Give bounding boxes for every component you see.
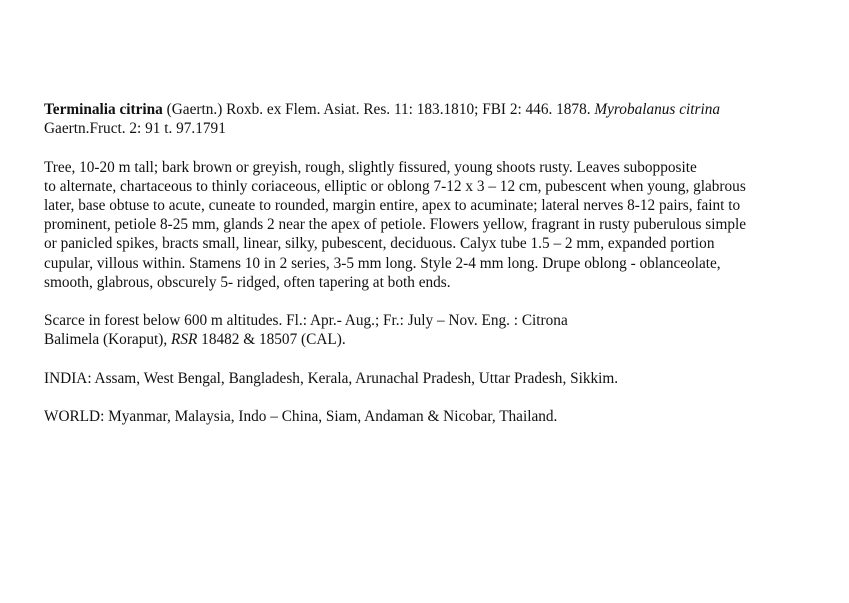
description-line: cupular, villous within. Stamens 10 in 2 series, 3-5 mm long. Style 2-4 mm long. Drupe oblong - oblanceolate, — [44, 254, 721, 272]
ecology-paragraph — [44, 311, 819, 349]
world-distribution-text: WORLD: Myanmar, Malaysia, Indo – China, Siam, Andaman & Nicobar, Thailand. — [44, 408, 558, 426]
ecology-line-2 — [44, 330, 819, 349]
ecology-line-1: Scarce in forest below 600 m altitudes. Fl.: Apr.- Aug.; Fr.: July – Nov. Eng. : Citrona — [44, 312, 568, 330]
citation-line-2: Gaertn.Fruct. 2: 91 t. 97.1791 — [44, 120, 226, 138]
locality: Balimela (Koraput), — [44, 331, 172, 349]
specimen-numbers: 18482 & 18507 (CAL). — [197, 331, 346, 349]
india-distribution-text: INDIA: Assam, West Bengal, Bangladesh, Kerala, Arunachal Pradesh, Uttar Pradesh, Sikkim. — [44, 369, 619, 387]
world-distribution — [44, 407, 819, 426]
description-line: prominent, petiole 8-25 mm, glands 2 near the apex of petiole. Flowers yellow, fragrant in rusty puberulous simple — [44, 216, 747, 234]
document-page — [44, 100, 819, 426]
description-line: Tree, 10-20 m tall; bark brown or greyish, rough, slightly fissured, young shoots rusty. Leaves subopposite — [44, 158, 697, 176]
paragraph-gap — [44, 292, 819, 311]
description-paragraph — [44, 158, 819, 292]
description-line: later, base obtuse to acute, cuneate to rounded, margin entire, apex to acuminate; lateral nerves 8-12 pairs, faint to — [44, 197, 741, 214]
citation-line-1 — [44, 100, 819, 119]
paragraph-gap — [44, 388, 819, 407]
citation-paragraph — [44, 100, 819, 138]
species-name: Terminalia citrina — [44, 101, 163, 118]
paragraph-gap — [44, 350, 819, 369]
paragraph-gap — [44, 138, 819, 157]
india-distribution — [44, 369, 819, 388]
citation-reference: (Gaertn.) Roxb. ex Flem. Asiat. Res. 11: 183.1810; FBI 2: 446. 1878. — [162, 101, 595, 118]
description-line: smooth, glabrous, obscurely 5- ridged, often tapering at both ends. — [44, 273, 451, 291]
collector: RSR — [171, 331, 198, 349]
description-line: to alternate, chartaceous to thinly coriaceous, elliptic or oblong 7-12 x 3 – 12 cm, pubescent when young, glabrous — [44, 177, 746, 195]
synonym-name: Myrobalanus citrina — [594, 101, 720, 118]
description-line: or panicled spikes, bracts small, linear, silky, pubescent, deciduous. Calyx tube 1.5 – 2 mm, expanded portion — [44, 235, 715, 253]
